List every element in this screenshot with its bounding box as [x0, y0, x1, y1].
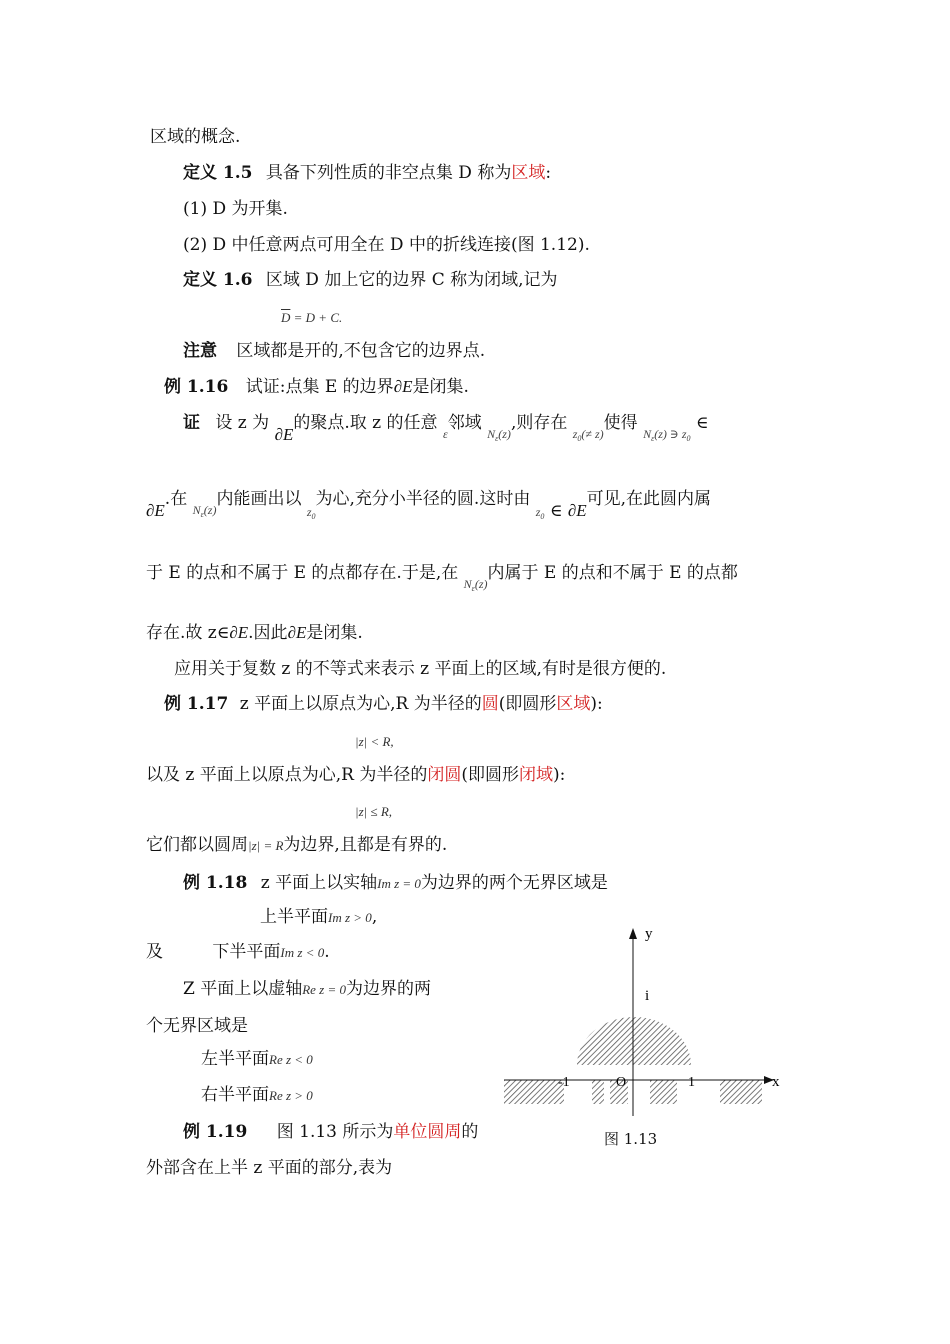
term-region: 区域: [511, 163, 546, 183]
text: 邻域: [447, 413, 482, 433]
hatched-strip: [720, 1080, 762, 1104]
definition-1-6: [183, 269, 558, 291]
text: 设 z 为: [215, 413, 270, 433]
formula: 0: [540, 512, 545, 521]
text: 下半平面: [212, 942, 281, 962]
hatched-strip: [650, 1080, 677, 1104]
formula-open-disc: [355, 730, 394, 753]
text: 的: [461, 1122, 479, 1142]
proof-line: [146, 562, 738, 593]
text-line: [174, 658, 666, 680]
text: 使得: [603, 413, 638, 433]
proof-line: [146, 488, 712, 521]
formula: ε: [442, 427, 448, 441]
formula-closure: [281, 306, 342, 329]
text: ):: [590, 694, 603, 714]
hatched-strip: [592, 1080, 604, 1104]
text: :: [545, 163, 552, 183]
formula: ∈: [549, 501, 563, 521]
text: 为心,充分小半径的圆.这时由: [315, 489, 531, 509]
formula: Re z < 0: [269, 1052, 313, 1067]
formula: Im z > 0: [328, 910, 372, 925]
text: 它们都以圆周: [146, 835, 248, 855]
formula: ∂E: [393, 377, 413, 396]
term-closed-disc: 闭圆: [427, 765, 462, 785]
example-1-16: [164, 376, 469, 398]
formula: N: [487, 427, 496, 441]
term-unit-circle: 单位圆周: [393, 1122, 462, 1142]
formula: ∋: [669, 427, 679, 441]
formula: Re z = 0: [302, 982, 347, 997]
text: 为边界,且都是有界的.: [283, 835, 448, 855]
term-closed-region: 闭域: [519, 765, 554, 785]
proof-label: 证: [183, 413, 200, 433]
formula: ε: [471, 584, 475, 593]
term-region: 区域: [556, 694, 591, 714]
x-axis-label: x: [772, 1074, 780, 1090]
text: (2) D 中任意两点可用全在 D 中的折线连接(图 1.12).: [183, 235, 590, 255]
formula: ∂E: [287, 623, 307, 642]
formula: (z): [654, 427, 667, 441]
text: 是闭集.: [412, 377, 469, 397]
formula: |z| ≤ R,: [355, 804, 393, 819]
formula: $\overline{D}$: [281, 310, 291, 325]
formula: 0: [686, 434, 691, 443]
text: z 平面上以实轴: [260, 873, 378, 893]
origin-label: O: [616, 1075, 627, 1090]
example-1-18: [183, 872, 608, 895]
text: ):: [553, 765, 566, 785]
text: 具备下列性质的非空点集 D 称为: [265, 163, 512, 183]
formula: (z): [474, 577, 488, 591]
example-label: 例 1.18: [183, 873, 248, 893]
text-line: [146, 834, 447, 857]
text-line: [146, 1015, 248, 1037]
text: 试证:点集 E 的边界: [245, 377, 394, 397]
y-axis-arrow: [629, 928, 637, 939]
text: 区域都是开的,不包含它的边界点.: [236, 341, 486, 361]
hatched-upper-half-disc: [577, 1017, 691, 1065]
formula: (≠ z): [581, 427, 604, 441]
formula-closed-disc: [355, 800, 392, 823]
example-label: 例 1.16: [164, 377, 229, 397]
formula: z: [535, 505, 541, 519]
text: 于 E 的点和不属于 E 的点都存在.于是,在: [146, 563, 459, 583]
formula: ε: [200, 510, 204, 519]
example-label: 例 1.17: [164, 694, 229, 714]
formula: z: [681, 427, 687, 441]
figure-svg: [500, 920, 800, 1150]
figure-caption: 图 1.13: [604, 1130, 658, 1148]
example-1-17: [164, 693, 603, 715]
text-line: [201, 1084, 313, 1107]
example-label: 例 1.19: [183, 1122, 248, 1142]
term-disc: 圆: [481, 694, 499, 714]
text-line: [146, 941, 330, 964]
formula: ∈: [695, 413, 709, 433]
text-line: [150, 126, 240, 148]
y-axis-label: y: [645, 926, 653, 942]
formula: N: [192, 503, 201, 517]
list-item: [183, 234, 590, 256]
formula: N: [463, 577, 472, 591]
text: 可见,在此圆内属: [586, 489, 712, 509]
text: 为边界的两: [346, 979, 432, 999]
definition-label: 定义 1.5: [183, 163, 253, 183]
text: .: [324, 942, 330, 962]
pos-one-label: 1: [688, 1075, 695, 1090]
text: 以及 z 平面上以原点为心,R 为半径的: [146, 765, 428, 785]
text: 右半平面: [201, 1085, 269, 1105]
text: (即圆形: [461, 765, 520, 785]
formula: z: [572, 427, 578, 441]
formula: (z): [498, 427, 511, 441]
text: ,则存在: [510, 413, 568, 433]
formula: Re z > 0: [269, 1088, 313, 1103]
formula: = D + C.: [290, 310, 343, 325]
formula: ∂E: [146, 501, 165, 520]
neg-one-label: -1: [558, 1075, 570, 1090]
formula: (z): [203, 503, 217, 517]
proof-line: [146, 622, 363, 644]
text: 内能画出以: [216, 489, 302, 509]
text: 图 1.13 所示为: [276, 1122, 394, 1142]
formula: N: [643, 427, 652, 441]
text: 左半平面: [201, 1049, 269, 1069]
text: (即圆形: [498, 694, 557, 714]
formula: ε: [651, 434, 655, 443]
text: (1) D 为开集.: [183, 199, 288, 219]
formula: ∂E: [567, 501, 587, 520]
formula: Im z < 0: [280, 945, 325, 960]
proof-line: [183, 412, 709, 444]
formula: 0: [311, 512, 316, 521]
list-item: [183, 198, 288, 220]
note: [183, 340, 485, 362]
text: 存在.故 z∈: [146, 623, 230, 643]
formula: |z| = R: [248, 838, 284, 853]
text-line: [201, 1048, 313, 1071]
formula: z: [306, 505, 312, 519]
figure-1-13: [500, 920, 800, 1150]
formula: |z| < R,: [355, 734, 394, 749]
text-line: [146, 1157, 392, 1179]
text-line: [260, 906, 377, 929]
text: 区域 D 加上它的边界 C 称为闭域,记为: [265, 270, 558, 290]
text: Z 平面上以虚轴: [183, 979, 303, 999]
i-label: i: [645, 988, 650, 1004]
text: 为边界的两个无界区域是: [420, 873, 608, 893]
example-1-19: [183, 1121, 478, 1143]
note-label: 注意: [183, 341, 217, 361]
text: z 平面上以原点为心,R 为半径的: [239, 694, 482, 714]
text: 内属于 E 的点和不属于 E 的点都: [487, 563, 738, 583]
definition-label: 定义 1.6: [183, 270, 253, 290]
definition-1-5: [183, 162, 551, 184]
text: ,: [371, 907, 378, 927]
hatched-strip: [504, 1080, 564, 1104]
text: .因此: [248, 623, 288, 643]
formula: ε: [495, 434, 499, 443]
text: 的聚点.取 z 的任意: [293, 413, 438, 433]
text: 上半平面: [260, 907, 328, 927]
text: 及: [146, 942, 163, 962]
text-line: [146, 764, 565, 786]
formula: Im z = 0: [377, 876, 421, 891]
text: 个无界区域是: [146, 1016, 248, 1036]
formula: 0: [577, 434, 582, 443]
formula: ∂E: [229, 623, 249, 642]
text: .在: [164, 489, 188, 509]
text-line: [183, 978, 431, 1001]
text: 区域的概念.: [150, 127, 241, 147]
text: 是闭集.: [306, 623, 363, 643]
formula: ∂E: [274, 425, 294, 444]
text: 外部含在上半 z 平面的部分,表为: [146, 1158, 393, 1178]
text: 应用关于复数 z 的不等式来表示 z 平面上的区域,有时是很方便的.: [174, 659, 667, 679]
